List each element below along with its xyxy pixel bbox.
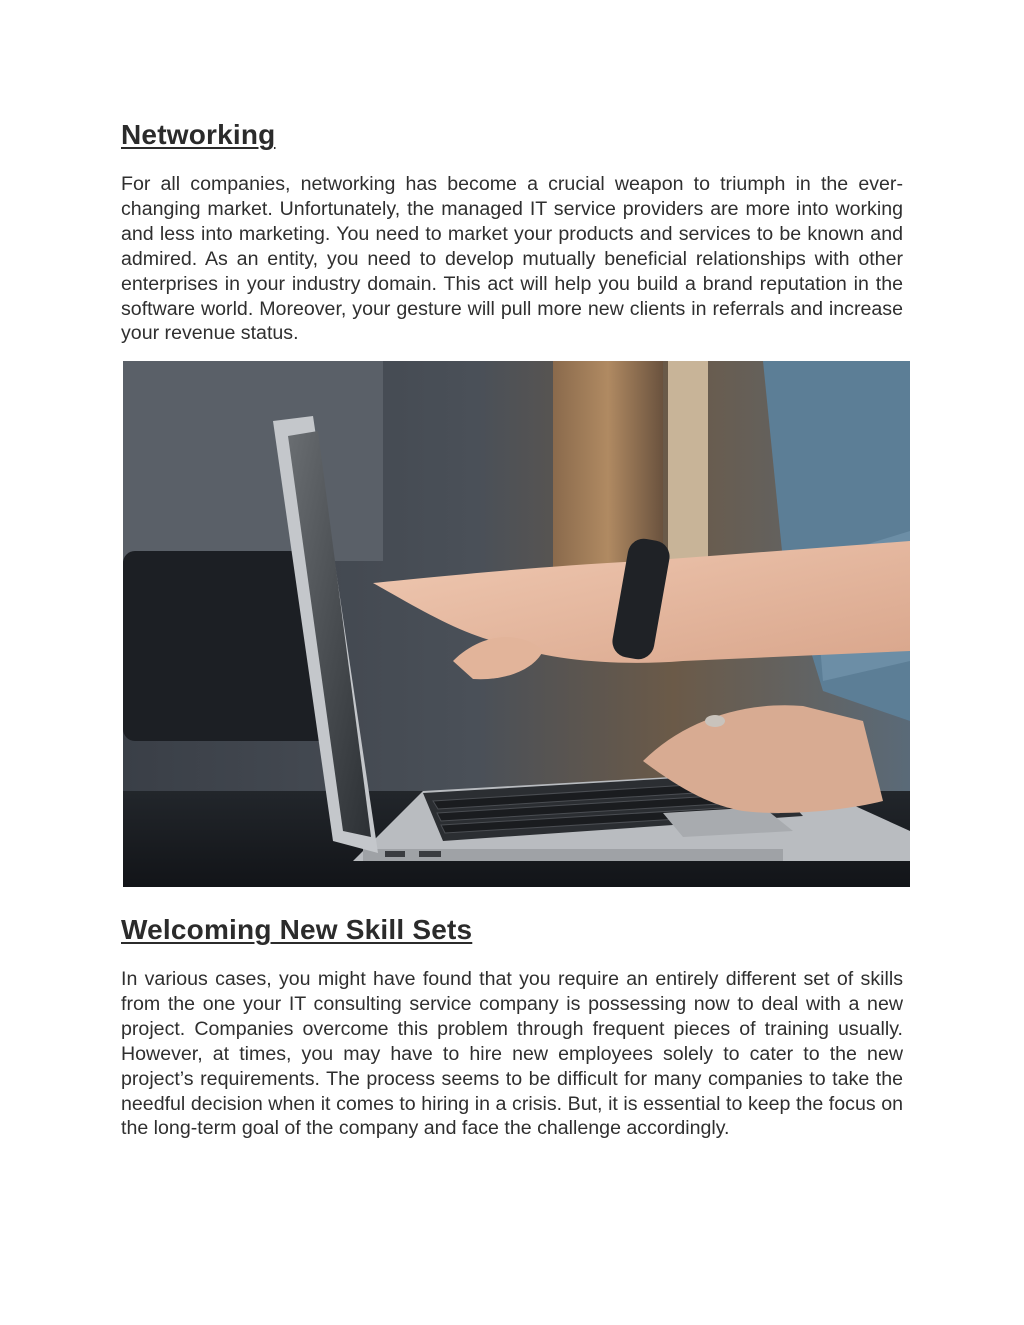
section-body-networking: For all companies, networking has become a crucial weapon to triumph in the ever-changing market. Unfortunately, the managed IT service providers are more into working and less into marketing. You need to market your products and services to be known and admired. As an entity, you need to develop mutually beneficial relationships with other enterprises in your industry domain. This act will help you build a brand reputation in the software world. Moreover, your gesture will pull more new clients in referrals and increase your revenue status.	[121, 173, 903, 345]
section-heading-skill-sets: Welcoming New Skill Sets	[121, 914, 473, 945]
section-heading-networking: Networking	[121, 119, 276, 150]
section-body-skill-sets: In various cases, you might have found that you require an entirely different set of skills from the one your IT consulting service company is possessing now to deal with a new project. Companies overcome this problem through frequent pieces of training usually. However, at times, you may have to hire new employees solely to cater to the new project’s requirements. The process seems to be difficult for many companies to take the needful decision when it comes to hiring in a crisis. But, it is essential to keep the focus on the long-term goal of the company and face the challenge accordingly.	[121, 968, 903, 1140]
laptop-photo	[123, 361, 910, 887]
